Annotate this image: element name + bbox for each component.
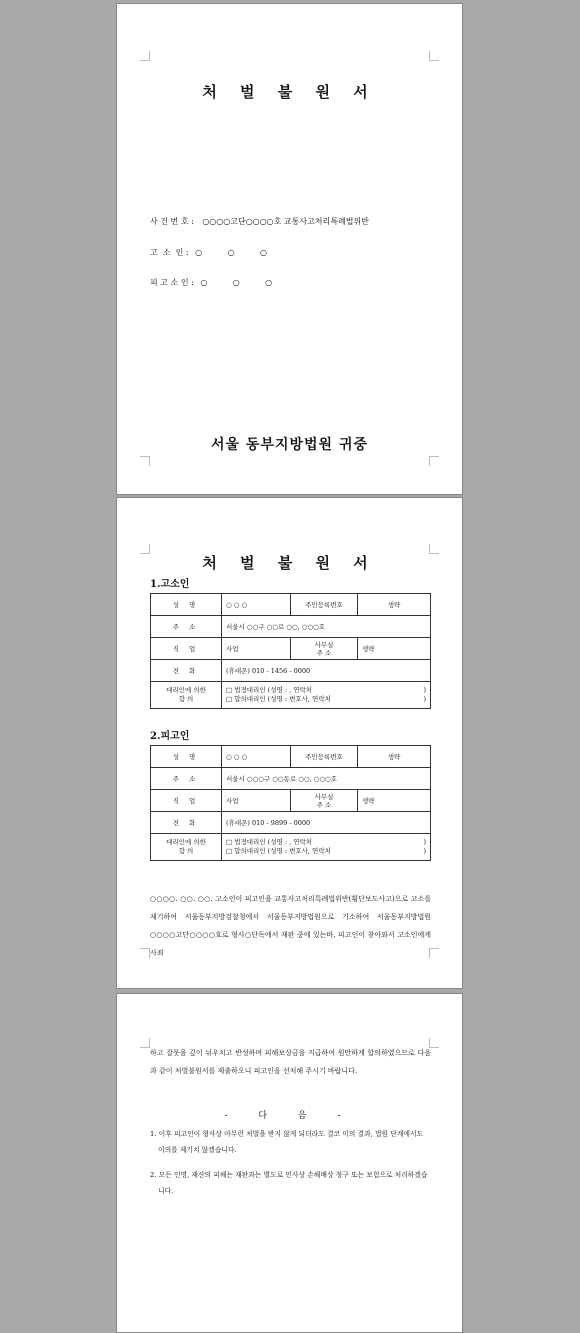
office-value: 생략 bbox=[358, 638, 431, 660]
accused-heading: 2.피고인 bbox=[150, 731, 190, 742]
name-label: 성 명 bbox=[151, 746, 222, 768]
close-paren: ) bbox=[423, 686, 426, 694]
accused-table bbox=[150, 745, 431, 861]
table-row bbox=[151, 616, 431, 638]
office-label: 사무실 주 소 bbox=[291, 638, 358, 660]
crop-mark bbox=[140, 948, 150, 958]
complainant-row bbox=[150, 247, 267, 258]
name-label: 성 명 bbox=[151, 594, 222, 616]
table-row bbox=[151, 768, 431, 790]
crop-mark bbox=[429, 948, 439, 958]
close-paren: ) bbox=[423, 847, 426, 855]
table-row bbox=[151, 660, 431, 682]
address-value: 서울시 ○○구 ○○로 ○○, ○○○호 bbox=[222, 616, 431, 638]
address-value: 서울시 ○○○구 ○○동로 ○○, ○○○호 bbox=[222, 768, 431, 790]
table-row bbox=[151, 790, 431, 812]
close-paren: ) bbox=[423, 695, 426, 703]
table-row bbox=[151, 638, 431, 660]
list-item: 2. 모든 인명, 재산의 피해는 재판과는 별도로 민사상 손해배상 청구 또는 보험으로 처리하겠습니다. bbox=[150, 1171, 428, 1195]
next-heading: - 다 음 - bbox=[224, 1111, 355, 1121]
address-label: 주 소 bbox=[151, 616, 222, 638]
case-number-label: 사 건 번 호 : bbox=[150, 217, 194, 226]
statement-paragraph-part1: ○○○○. ○○. ○○. 고소인이 피고인을 교통사고처리특례법위반(횡단보도사고)으로 고소를 제기하여 서울동부지방검찰청에서 서울동부지방법원으로 기소하여 서울동부지방법원 ○○○○고단○○○○호로 형사○단독에서 재판 중에 있는바, 피고인이 찾아와서 고소인에게 사죄 bbox=[150, 895, 431, 957]
complainant-table bbox=[150, 593, 431, 709]
document-title: 처 벌 불 원 서 bbox=[202, 554, 377, 572]
cover-page bbox=[116, 3, 463, 495]
table-row bbox=[151, 746, 431, 768]
court-name: 서울 동부지방법원 귀중 bbox=[211, 437, 368, 453]
agent-label: 대리인에 의한 합 의 bbox=[151, 682, 222, 709]
office-value: 생략 bbox=[358, 790, 431, 812]
rrn-label: 주민등록번호 bbox=[291, 746, 358, 768]
settlement-agent-checkbox: □ 합의대리인 (성명 : 변호사, 연락처 bbox=[226, 695, 331, 703]
statutory-agent-checkbox: □ 법정대리인 (성명 : , 연락처 bbox=[226, 686, 313, 694]
complainant-heading: 1.고소인 bbox=[150, 579, 190, 590]
table-row bbox=[151, 682, 431, 709]
case-number-row bbox=[150, 216, 369, 227]
accused-label: 피 고 소 인 : bbox=[150, 278, 194, 287]
phone-label: 전 화 bbox=[151, 812, 222, 834]
crop-mark bbox=[140, 1038, 150, 1048]
complainant-label: 고 소 인 : bbox=[150, 248, 189, 257]
cover-title: 처 벌 불 원 서 bbox=[202, 83, 377, 101]
phone-value: (휴대폰) 010 - 9899 - 0000 bbox=[222, 812, 431, 834]
address-label: 주 소 bbox=[151, 768, 222, 790]
crop-mark bbox=[429, 456, 439, 466]
job-value: 사업 bbox=[222, 638, 291, 660]
rrn-value: 생략 bbox=[358, 746, 431, 768]
phone-label: 전 화 bbox=[151, 660, 222, 682]
document-page-2 bbox=[116, 993, 463, 1333]
crop-mark bbox=[140, 456, 150, 466]
close-paren: ) bbox=[423, 838, 426, 846]
case-number-value: ○○○○고단○○○○호 교통사고처리특례법위반 bbox=[202, 217, 369, 226]
statutory-agent-checkbox: □ 법정대리인 (성명 : , 연락처 bbox=[226, 838, 313, 846]
agent-value bbox=[222, 682, 431, 709]
list-item: 1. 이후 피고인이 형사상 아무런 처벌을 받지 않게 되더라도 결코 이의 결과, 법원 단계에서도 이의를 제기치 않겠습니다. bbox=[150, 1130, 424, 1154]
accused-value: ○ ○ ○ bbox=[200, 278, 273, 287]
settlement-agent-checkbox: □ 합의대리인 (성명 : 변호사, 연락처 bbox=[226, 847, 331, 855]
agent-label: 대리인에 의한 합 의 bbox=[151, 834, 222, 861]
statement-paragraph-part2: 하고 잘못을 깊이 뉘우치고 반성하며 피해보상금을 지급하여 원만하게 합의하였으므로 다음과 같이 처벌불원서를 제출하오니 피고인을 선처해 주시기 바랍니다. bbox=[150, 1049, 431, 1075]
crop-mark bbox=[429, 51, 439, 61]
name-value: ○ ○ ○ bbox=[222, 746, 291, 768]
job-label: 직 업 bbox=[151, 638, 222, 660]
crop-mark bbox=[140, 51, 150, 61]
name-value: ○ ○ ○ bbox=[222, 594, 291, 616]
document-page-1 bbox=[116, 497, 463, 989]
table-row bbox=[151, 594, 431, 616]
complainant-value: ○ ○ ○ bbox=[195, 248, 267, 257]
phone-value: (휴대폰) 010 - 1456 - 0000 bbox=[222, 660, 431, 682]
table-row bbox=[151, 834, 431, 861]
rrn-value: 생략 bbox=[358, 594, 431, 616]
table-row bbox=[151, 812, 431, 834]
agent-value bbox=[222, 834, 431, 861]
office-label: 사무실 주 소 bbox=[291, 790, 358, 812]
job-value: 사업 bbox=[222, 790, 291, 812]
accused-row bbox=[150, 277, 272, 288]
job-label: 직 업 bbox=[151, 790, 222, 812]
rrn-label: 주민등록번호 bbox=[291, 594, 358, 616]
